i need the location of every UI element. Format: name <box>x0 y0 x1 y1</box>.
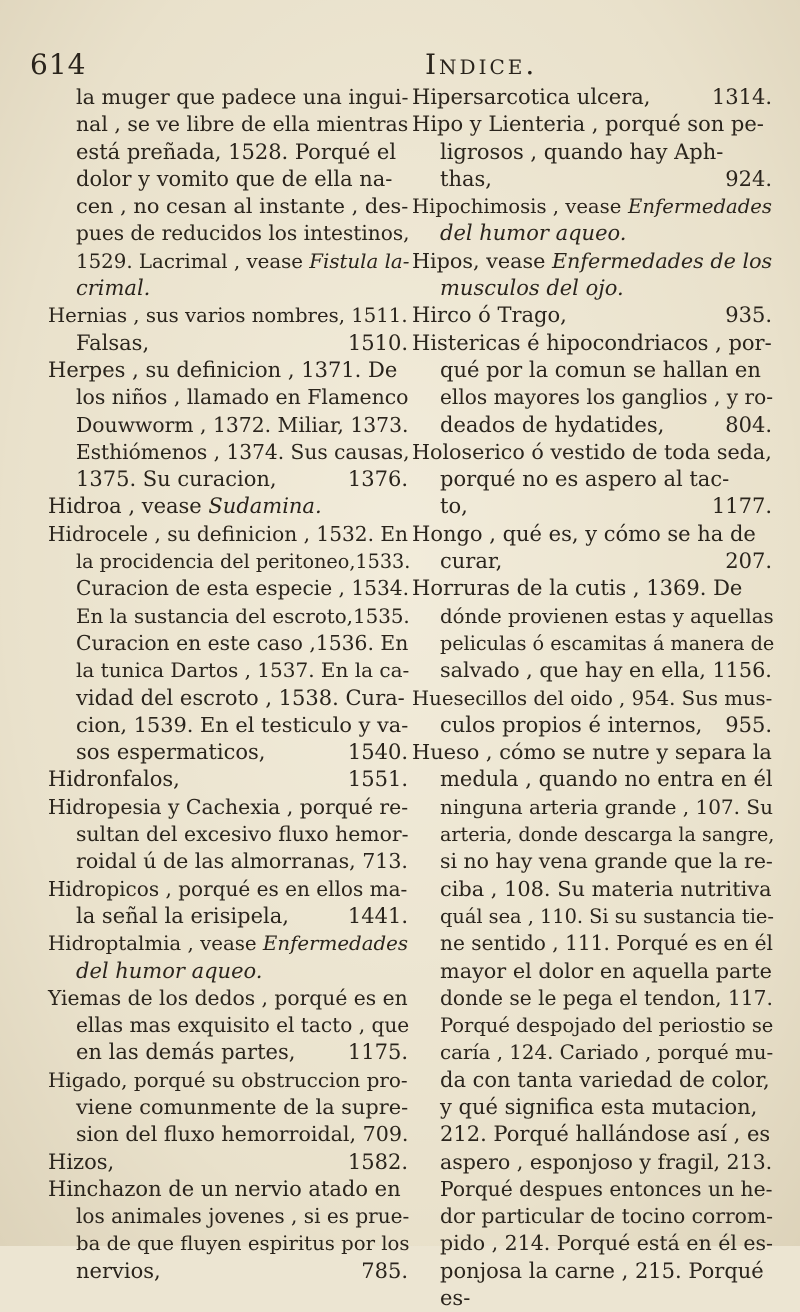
index-line <box>412 876 772 903</box>
index-text: Falsas, <box>76 330 150 355</box>
running-title: Indice. <box>425 48 538 81</box>
index-text: Hongo , qué es, y cómo se ha de <box>412 521 756 546</box>
index-text: Hipersarcotica ulcera, <box>412 85 651 109</box>
index-text: curar, <box>440 549 503 574</box>
index-line <box>412 575 772 602</box>
index-text: Horruras de la cutis , 1369. De <box>412 576 743 601</box>
index-text: Hinchazon de un nervio atado en <box>48 1176 401 1201</box>
index-line <box>412 930 772 957</box>
index-line <box>48 712 408 739</box>
index-text: los animales jovenes , si es prue- <box>76 1204 410 1229</box>
index-text: Porqué despues entonces un he- <box>440 1176 773 1201</box>
index-line <box>412 1203 772 1230</box>
index-text: la procidencia del peritoneo,1533. <box>76 550 411 574</box>
index-column-left <box>48 84 411 1285</box>
index-line <box>48 275 408 302</box>
index-text: Hipochimosis , vease <box>412 195 628 219</box>
index-line <box>412 848 772 875</box>
index-italic-text: del humor aqueo. <box>76 958 263 983</box>
index-line <box>412 1230 772 1257</box>
index-line <box>48 521 408 548</box>
index-line <box>412 302 772 329</box>
index-text: nal , se ve libre de ella mientras <box>76 112 409 137</box>
index-text: Douwworm , 1372. Miliar, 1373. <box>76 412 409 437</box>
index-text: 935. <box>725 303 772 328</box>
index-line <box>412 903 772 930</box>
index-line <box>412 412 772 439</box>
index-line <box>48 685 408 712</box>
index-line <box>48 575 408 602</box>
index-text: Hidropesia y Cachexia , porqué re- <box>48 794 409 819</box>
index-line <box>48 657 408 684</box>
index-text: Hipo y Lienteria , porqué son pe- <box>412 112 764 137</box>
index-line <box>412 1094 772 1121</box>
index-line <box>48 930 408 957</box>
index-line <box>412 521 772 548</box>
index-text: Hueso , cómo se nutre y separa la <box>412 740 772 765</box>
index-italic-text: crimal. <box>76 276 151 301</box>
index-line <box>412 1121 772 1148</box>
index-line <box>48 1149 408 1176</box>
index-text: 1175. <box>347 1040 408 1065</box>
index-text: 1510. <box>347 330 408 355</box>
index-text: los niños , llamado en Flamenco <box>76 385 409 410</box>
index-text: Hernias , sus varios nombres, 1511. <box>48 304 408 328</box>
index-line <box>412 466 772 493</box>
index-text: Histericas é hipocondriacos , por- <box>412 330 772 355</box>
index-text: 1376. <box>347 467 408 492</box>
index-text: Esthiómenos , 1374. Sus causas, <box>76 439 410 464</box>
index-line <box>412 193 772 220</box>
index-text: Hidropicos , porqué es en ellos ma- <box>48 876 408 901</box>
index-italic-text: Sudamina. <box>208 494 322 519</box>
index-line <box>48 1012 408 1039</box>
index-line <box>48 357 408 384</box>
index-line <box>48 1258 408 1285</box>
index-line <box>48 493 408 520</box>
index-text: Hidroptalmia , vease <box>48 932 263 956</box>
index-line <box>48 1176 408 1203</box>
index-column-right <box>412 84 775 1312</box>
index-text: aspero , esponjoso y fragil, 213. <box>440 1149 773 1174</box>
index-line <box>48 466 408 493</box>
index-text: pues de reducidos los intestinos, <box>76 221 410 246</box>
index-line <box>48 794 408 821</box>
index-line <box>48 193 408 220</box>
index-line <box>48 985 408 1012</box>
index-text: Hipos, vease <box>412 248 552 273</box>
index-text: dónde provienen estas y aquellas <box>440 604 774 628</box>
index-text: sion del fluxo hemorroidal, 709. <box>76 1122 409 1147</box>
index-line <box>412 739 772 766</box>
index-text: 212. Porqué hallándose así , es <box>440 1122 771 1147</box>
index-text: 1529. Lacrimal , vease <box>76 249 310 273</box>
index-text: ligrosos , quando hay Aph- <box>440 139 724 164</box>
index-text: Hidrocele , su definicion , 1532. En <box>48 521 408 546</box>
index-line <box>48 1094 408 1121</box>
index-line <box>412 657 772 684</box>
index-text: 804. <box>725 412 772 437</box>
index-line <box>412 1067 772 1094</box>
index-line <box>412 794 772 821</box>
index-text: está preñada, 1528. Porqué el <box>76 139 397 164</box>
index-line <box>48 630 408 657</box>
index-text: en las demás partes, <box>76 1040 296 1065</box>
index-line <box>48 739 408 766</box>
index-text: viene comunmente de la supre- <box>76 1094 409 1119</box>
index-text: la tunica Dartos , 1537. En la ca- <box>76 658 410 683</box>
index-line <box>412 275 772 302</box>
index-line <box>412 139 772 166</box>
index-italic-text: del humor aqueo. <box>440 221 627 246</box>
index-line <box>412 1149 772 1176</box>
index-italic-text: Fistula la- <box>309 249 410 273</box>
index-text: Hidronfalos, <box>48 767 180 792</box>
index-italic-text: Enfermedades <box>628 195 772 219</box>
index-text: 207. <box>725 549 772 574</box>
index-text: 1540. <box>347 740 408 765</box>
index-text: es- <box>440 1286 471 1311</box>
index-line <box>48 439 408 466</box>
index-line <box>48 139 408 166</box>
index-line <box>48 603 408 630</box>
index-text: quál sea , 110. Si su sustancia tie- <box>440 904 774 928</box>
index-text: thas, <box>440 166 492 191</box>
index-line <box>412 1285 772 1312</box>
index-text: 1177. <box>711 494 772 519</box>
index-line <box>48 903 408 930</box>
index-line <box>48 330 408 357</box>
index-text: medula , quando no entra en él <box>440 767 773 792</box>
index-text: peliculas ó escamitas á manera de <box>440 631 775 655</box>
index-text: Holoserico ó vestido de toda seda, <box>412 439 772 464</box>
index-line <box>48 166 408 193</box>
index-text: dolor y vomito que de ella na- <box>76 166 393 191</box>
index-line <box>48 302 408 329</box>
index-text: cen , no cesan al instante , des- <box>76 194 409 219</box>
index-text: si no hay vena grande que la re- <box>440 849 773 874</box>
index-text: Yiemas de los dedos , porqué es en <box>48 985 408 1010</box>
index-line <box>412 958 772 985</box>
index-line <box>48 248 408 275</box>
index-line <box>412 493 772 520</box>
index-line <box>48 766 408 793</box>
index-line <box>48 1121 408 1148</box>
index-line <box>412 685 772 712</box>
index-text: Higado, porqué su obstruccion pro- <box>48 1067 408 1092</box>
index-text: Curacion en este caso ,1536. En <box>76 630 409 655</box>
index-text: arteria, donde descarga la sangre, <box>440 823 775 847</box>
index-text: dor particular de tocino corrom- <box>440 1204 774 1229</box>
index-text: ciba , 108. Su materia nutritiva <box>440 876 772 901</box>
index-text: ne sentido , 111. Porqué es en él <box>440 931 773 956</box>
index-line <box>412 1258 772 1285</box>
index-line <box>412 220 772 247</box>
index-line <box>412 84 772 111</box>
index-text: 924. <box>725 166 772 191</box>
index-line <box>48 1039 408 1066</box>
index-line <box>48 1067 408 1094</box>
index-line <box>48 821 408 848</box>
index-line <box>48 220 408 247</box>
index-text: Hidroa , vease <box>48 494 209 519</box>
index-text: roidal ú de las almorranas, 713. <box>76 849 408 874</box>
index-line <box>412 603 772 630</box>
index-line <box>412 1039 772 1066</box>
index-text: Curacion de esta especie , 1534. <box>76 576 410 601</box>
page-number: 614 <box>30 48 87 81</box>
index-line <box>412 985 772 1012</box>
index-text: sultan del excesivo fluxo hemor- <box>76 822 409 847</box>
index-text: mayor el dolor en aquella parte <box>440 958 772 983</box>
index-text: 1582. <box>347 1149 408 1174</box>
index-text: 1314. <box>711 85 772 109</box>
index-italic-text: Enfermedades de los <box>551 248 773 273</box>
index-text: En la sustancia del escroto,1535. <box>76 604 410 628</box>
index-text: Hizos, <box>48 1149 115 1174</box>
index-text: 955. <box>725 712 772 737</box>
index-text: vidad del escroto , 1538. Cura- <box>76 685 405 710</box>
index-text: pido , 214. Porqué está en él es- <box>440 1231 773 1256</box>
index-line <box>412 630 775 657</box>
index-line <box>412 1176 772 1203</box>
index-text: to, <box>440 494 468 519</box>
index-line <box>48 958 408 985</box>
index-text: Porqué despojado del periostio se <box>440 1014 774 1038</box>
index-text: ellas mas exquisito el tacto , que <box>76 1013 410 1038</box>
index-line <box>412 357 772 384</box>
page-header <box>30 48 770 88</box>
index-text: 1375. Su curacion, <box>76 467 277 492</box>
index-text: ponjosa la carne , 215. Porqué <box>440 1258 764 1283</box>
index-text: nervios, <box>76 1258 161 1283</box>
index-line <box>48 412 408 439</box>
index-line <box>48 384 408 411</box>
index-text: 785. <box>361 1258 408 1283</box>
index-italic-text: musculos del ojo. <box>440 276 624 301</box>
index-line <box>412 111 772 138</box>
index-line <box>412 712 772 739</box>
index-line <box>48 548 411 575</box>
index-line <box>48 876 408 903</box>
index-text: culos propios é internos, <box>440 712 703 737</box>
index-text: 1551. <box>347 767 408 792</box>
index-italic-text: Enfermedades <box>262 932 409 956</box>
index-text: caría , 124. Cariado , porqué mu- <box>440 1041 774 1065</box>
index-text: donde se le pega el tendon, 117. <box>440 985 773 1010</box>
index-line <box>412 166 772 193</box>
index-line <box>48 1203 408 1230</box>
index-text: sos espermaticos, <box>76 740 266 765</box>
index-line <box>412 821 775 848</box>
index-line <box>412 548 772 575</box>
index-text: 1441. <box>347 903 408 928</box>
index-text: ba de que fluyen espiritus por los <box>76 1232 410 1256</box>
index-text: ninguna arteria grande , 107. Su <box>440 794 773 819</box>
index-line <box>48 111 408 138</box>
index-text: deados de hydatides, <box>440 412 665 437</box>
index-line <box>412 766 772 793</box>
index-line <box>412 439 772 466</box>
index-text: porqué no es aspero al tac- <box>440 467 730 492</box>
index-line <box>412 248 772 275</box>
index-text: Huesecillos del oido , 954. Sus mus- <box>412 686 773 710</box>
index-line <box>48 84 408 111</box>
index-text: Herpes , su definicion , 1371. De <box>48 357 398 382</box>
index-text: la muger que padece una ingui- <box>76 85 409 109</box>
index-line <box>412 1012 772 1039</box>
index-text: qué por la comun se hallan en <box>440 357 761 382</box>
index-text: la señal la erisipela, <box>76 903 289 928</box>
index-text: Hirco ó Trago, <box>412 303 567 328</box>
index-text: cion, 1539. En el testiculo y va- <box>76 712 409 737</box>
index-text: ellos mayores los ganglios , y ro- <box>440 385 774 410</box>
index-line <box>412 330 772 357</box>
index-text: salvado , que hay en ella, 1156. <box>440 658 772 683</box>
index-line <box>412 384 772 411</box>
index-line <box>48 848 408 875</box>
index-text: y qué significa esta mutacion, <box>440 1094 758 1119</box>
index-text: da con tanta variedad de color, <box>440 1067 770 1092</box>
index-line <box>48 1230 408 1257</box>
